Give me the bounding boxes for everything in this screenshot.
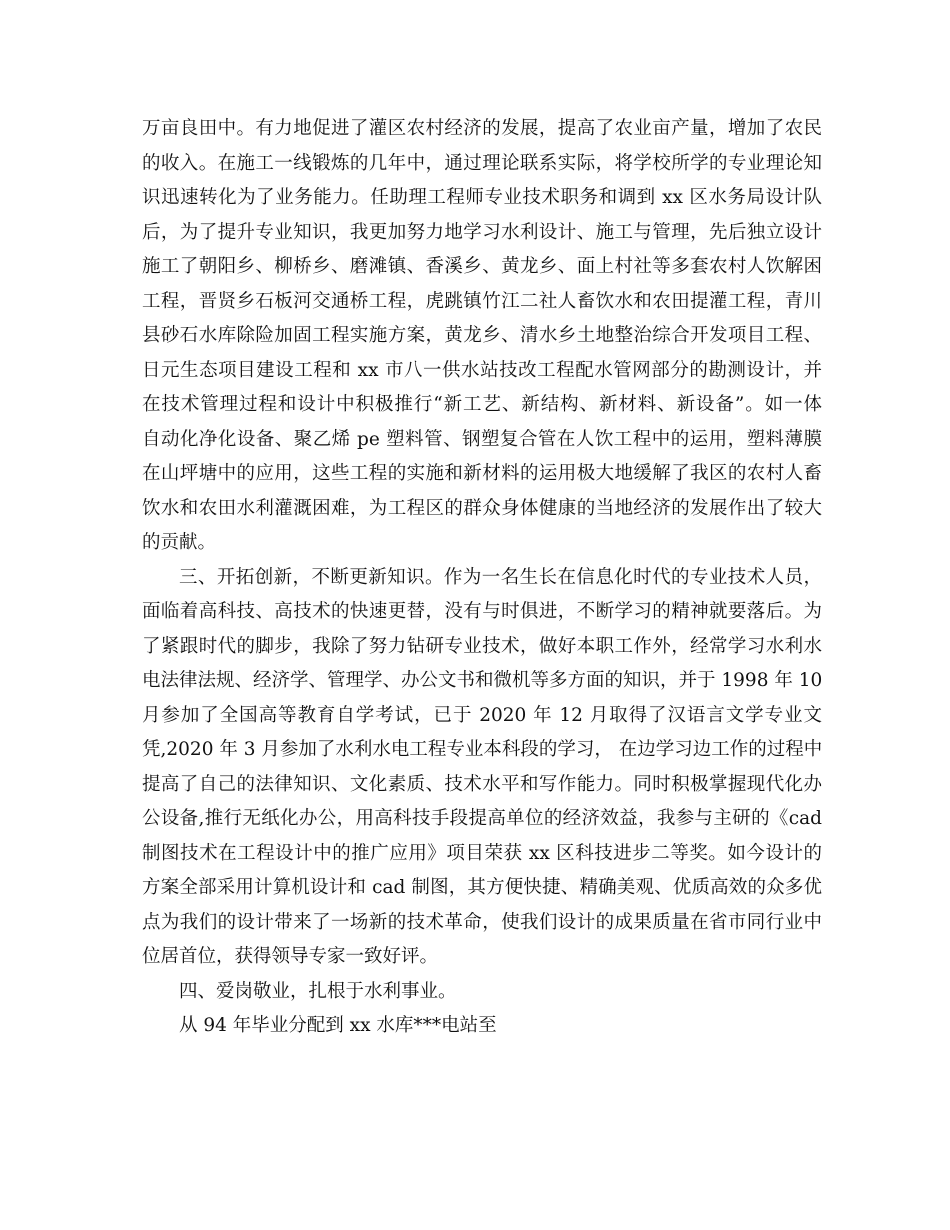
text-line: 月参加了全国高等教育自学考试，已于 2020 年 12 月取得了汉语言文学专业文 xyxy=(142,704,822,726)
text-line: 识迅速转化为了业务能力。任助理工程师专业技术职务和调到 xx 区水务局设计队 xyxy=(142,187,822,208)
text-line: 电法律法规、经济学、管理学、办公文书和微机等多方面的知识，并于 1998 年 10 xyxy=(142,670,822,691)
text-line: 县砂石水库除险加固工程实施方案，黄龙乡、清水乡土地整治综合开发项目工程、 xyxy=(142,325,822,346)
text-line: 了紧跟时代的脚步，我除了努力钻研专业技术，做好本职工作外，经常学习水利水 xyxy=(142,635,822,657)
text-line: 施工了朝阳乡、柳桥乡、磨滩镇、香溪乡、黄龙乡、面上村社等多套农村人饮解困 xyxy=(142,256,822,277)
text-line: 面临着高科技、高技术的快速更替，没有与时俱进，不断学习的精神就要落后。为 xyxy=(142,601,822,622)
text-line: 日元生态项目建设工程和 xx 市八一供水站技改工程配水管网部分的勘测设计，并 xyxy=(142,359,822,381)
text-line: 四、爱岗敬业，扎根于水利事业。 xyxy=(179,980,457,1002)
text-line: 在技术管理过程和设计中积极推行“新工艺、新结构、新材料、新设备”。如一体 xyxy=(142,394,822,415)
text-line: 工程，晋贤乡石板河交通桥工程，虎跳镇竹江二社人畜饮水和农田提灌工程，青川 xyxy=(142,290,822,312)
text-line: 在山坪塘中的应用，这些工程的实施和新材料的运用极大地缓解了我区的农村人畜 xyxy=(142,463,822,484)
text-line: 的贡献。 xyxy=(142,532,217,553)
text-line: 位居首位，获得领导专家一致好评。 xyxy=(142,946,439,967)
document-body xyxy=(142,112,822,1044)
text-line: 提高了自己的法律知识、文化素质、技术水平和写作能力。同时积极掌握现代化办 xyxy=(142,773,822,795)
text-line: 万亩良田中。有力地促进了灌区农村经济的发展，提高了农业亩产量，增加了农民 xyxy=(142,118,822,139)
text-line: 点为我们的设计带来了一场新的技术革命，使我们设计的成果质量在省市同行业中 xyxy=(142,911,822,933)
text-line: 自动化净化设备、聚乙烯 pe 塑料管、钢塑复合管在人饮工程中的运用，塑料薄膜 xyxy=(142,428,822,450)
text-line: 后，为了提升专业知识，我更加努力地学习水利设计、施工与管理，先后独立设计 xyxy=(142,221,822,243)
text-line: 制图技术在工程设计中的推广应用》项目荣获 xx 区科技进步二等奖。如今设计的 xyxy=(142,842,822,864)
text-line: 公设备,推行无纸化办公，用高科技手段提高单位的经济效益，我参与主研的《cad xyxy=(142,808,822,829)
text-line: 三、开拓创新，不断更新知识。作为一名生长在信息化时代的专业技术人员， xyxy=(179,566,822,588)
text-line: 方案全部采用计算机设计和 cad 制图，其方便快捷、精确美观、优质高效的众多优 xyxy=(142,877,822,898)
text-line: 的收入。在施工一线锻炼的几年中，通过理论联系实际，将学校所学的专业理论知 xyxy=(142,152,822,174)
text-line: 凭,2020 年 3 月参加了水利水电工程专业本科段的学习， 在边学习边工作的过程中 xyxy=(142,739,822,760)
text-line: 饮水和农田水利灌溉困难，为工程区的群众身体健康的当地经济的发展作出了较大 xyxy=(142,497,822,519)
text-line: 从 94 年毕业分配到 xx 水库***电站至 xyxy=(179,1015,497,1036)
